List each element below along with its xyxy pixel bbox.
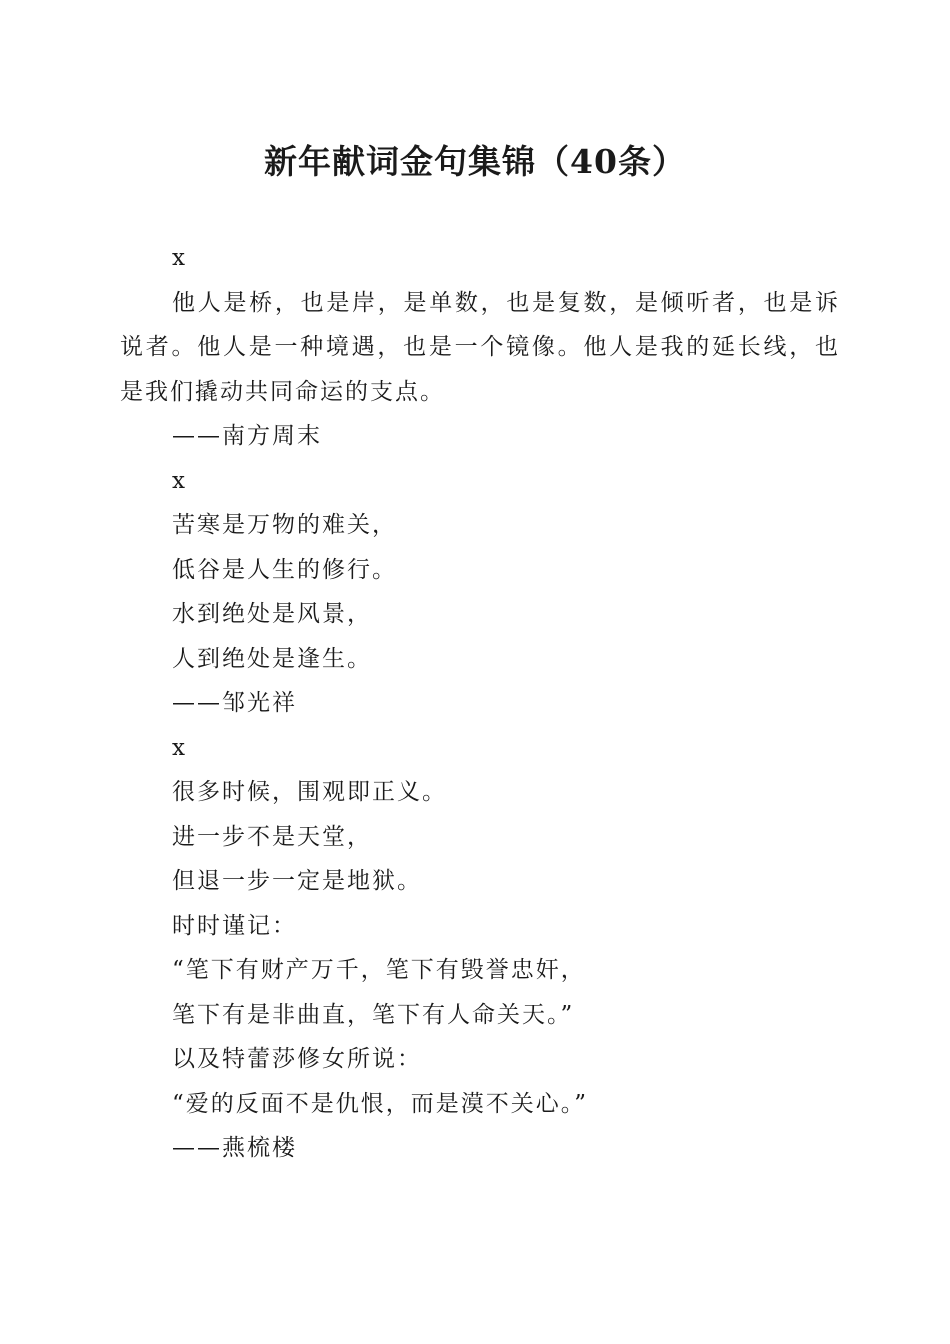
document-body [120,236,840,1171]
quote-line: 进一步不是天堂， [172,823,372,850]
section-marker: x [172,245,187,271]
quote-line: “笔下有财产万千，笔下有毁誉忠奸， [172,957,586,983]
quote-line: 低谷是人生的修行。 [172,556,397,583]
quote-line: 笔下有是非曲直，笔下有人命关天。” [172,1001,575,1028]
quote-line: 以及特蕾莎修女所说： [172,1046,422,1072]
quote-source: ——燕梳楼 [172,1135,297,1161]
quote-source: ——南方周末 [172,423,322,449]
quote-line: 苦寒是万物的难关， [172,512,397,538]
quote-section [120,236,840,459]
quote-paragraph: 他人是桥，也是岸，是单数，也是复数，是倾听者，也是诉说者。他人是一种境遇，也是一个镜像。他人是我的延长线，也是我们撬动共同命运的支点。 [120,289,840,405]
section-marker: x [172,734,187,761]
quote-line: 人到绝处是逢生。 [172,645,372,672]
quote-line: “爱的反面不是仇恨，而是漠不关心。” [172,1090,589,1117]
quote-section [120,726,840,1171]
document-title: 新年献词金句集锦（40条） [264,142,686,181]
section-marker: x [172,467,187,494]
quote-source: ——邹光祥 [172,690,297,716]
quote-line: 很多时候，围观即正义。 [172,779,447,805]
quote-line: 但退一步一定是地狱。 [172,868,422,894]
quote-line: 时时谨记： [172,912,297,939]
quote-line: 水到绝处是风景， [172,601,372,627]
quote-section [120,459,840,726]
